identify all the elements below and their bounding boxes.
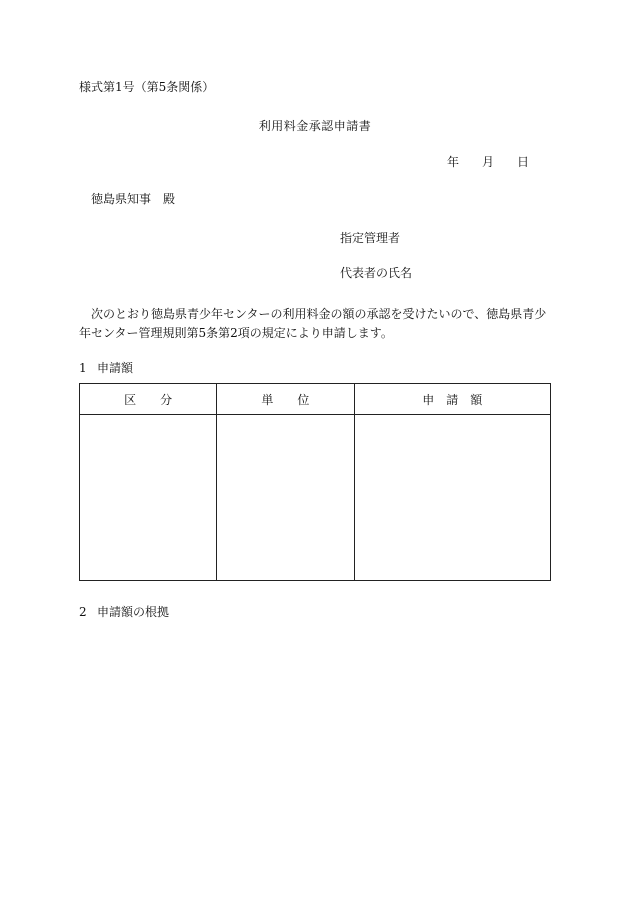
representative-name-label: 代表者の氏名 — [340, 266, 413, 280]
header-requested-amount: 申 請 額 — [354, 384, 550, 415]
category-cell — [80, 415, 217, 581]
date-month-label: 月 — [482, 155, 495, 169]
document-title: 利用料金承認申請書 — [258, 119, 372, 133]
section-1-heading — [79, 361, 133, 375]
table-header-row — [80, 384, 551, 415]
unit-cell — [217, 415, 354, 581]
form-number: 様式第1号（第5条関係） — [79, 80, 215, 94]
designated-manager-label: 指定管理者 — [340, 231, 401, 245]
section-2-label: 申請額の根拠 — [97, 605, 170, 619]
header-unit: 単 位 — [217, 384, 354, 415]
table-row — [80, 415, 551, 581]
requested-amount-cell — [354, 415, 550, 581]
date-day-label: 日 — [517, 155, 530, 169]
section-1-number: 1 — [79, 361, 87, 375]
section-2-heading — [79, 605, 169, 619]
addressee: 徳島県知事 殿 — [91, 192, 176, 206]
section-2-number: 2 — [79, 605, 87, 619]
body-paragraph: 次のとおり徳島県青少年センターの利用料金の額の承認を受けたいので、徳島県青少年センター管理規則第5条第2項の規定により申請します。 — [79, 307, 547, 340]
header-category: 区 分 — [80, 384, 217, 415]
application-amount-table — [79, 383, 551, 581]
date-year-label: 年 — [447, 155, 460, 169]
section-1-label: 申請額 — [97, 361, 134, 375]
